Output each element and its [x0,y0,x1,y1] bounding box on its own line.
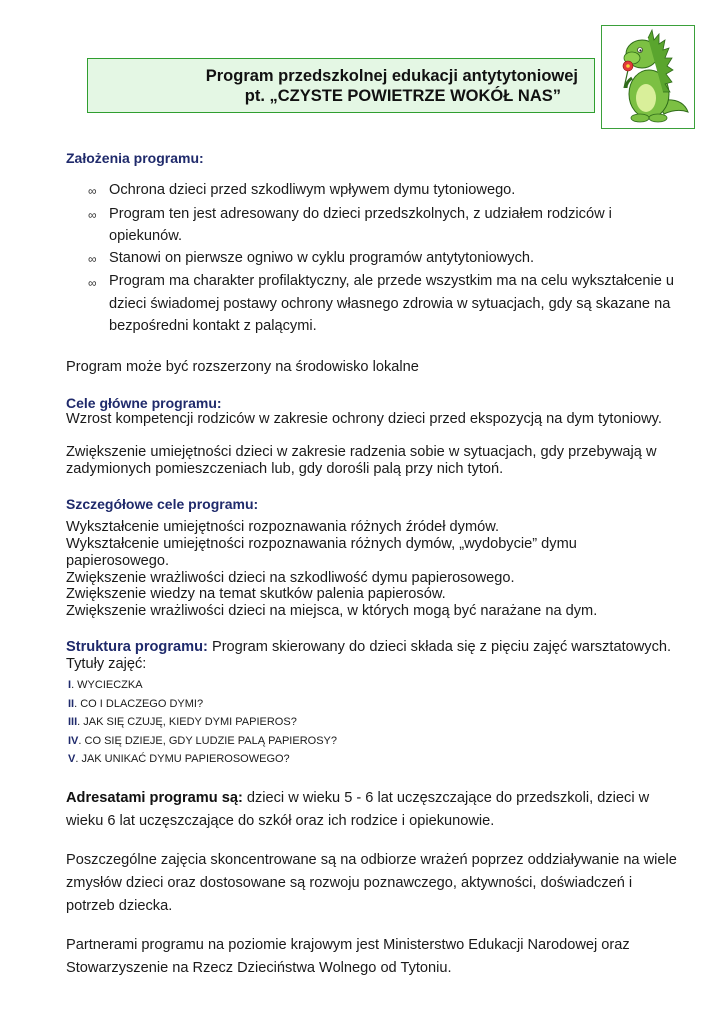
zajecia-opis-line: zmysłów dzieci oraz dostosowane są rozwoju poznawczego, aktywności, doświadczeń i [66,875,633,891]
zalozenia-item-2-cont: opiekunów. [109,228,183,244]
partnerzy-line: Partnerami programu na poziomie krajowym jest Ministerstwo Edukacji Narodowej oraz [66,937,630,953]
struktura-line [66,639,671,655]
struktura-heading: Struktura programu: [66,639,208,655]
zalozenia-item-1: Ochrona dzieci przed szkodliwym wpływem dymu tytoniowego. [109,182,516,198]
cele-szczegolowe-line: Wykształcenie umiejętności rozpoznawania różnych źródeł dymów. [66,519,500,535]
zalozenia-item-4-cont: dzieci świadomej postawy ochrony własnego zdrowia w sytuacjach, gdy są skazane na [109,296,671,312]
struktura-text: Program skierowany do dzieci składa się z pięciu zajęć warsztatowych. [207,639,672,655]
zalozenia-item-4-cont: bezpośredni kontakt z palącymi. [109,318,317,334]
zalozenia-item-4: Program ma charakter profilaktyczny, ale przede wszystkim ma na celu wykształcenie u [109,273,675,289]
cele-szczegolowe-heading: Szczegółowe cele programu: [66,496,259,512]
zalozenia-item-3: Stanowi on pierwsze ogniwo w cyklu programów antytytoniowych. [109,250,535,266]
adresaci-line-2: wieku 6 lat uczęszczające do szkół oraz ich rodzice i opiekunowie. [66,813,495,829]
bullet-icon: ∞ [88,184,97,198]
adresaci-label: Adresatami programu są: [66,790,243,806]
zajecia-item-5: V. JAK UNIKAĆ DYMU PAPIEROSOWEGO? [68,753,290,765]
zajecia-item-2: II. CO I DLACZEGO DYMI? [68,698,204,710]
dragon-mascot-icon [602,26,696,130]
zalozenia-heading: Założenia programu: [66,150,204,166]
cele-szczegolowe-line: papierosowego. [66,553,170,569]
cele-szczegolowe-line: Wykształcenie umiejętności rozpoznawania różnych dymów, „wydobycie” dymu [66,536,577,552]
cele-glowne-line: zadymionych pomieszczeniach lub, gdy dorośli palą przy nich tytoń. [66,461,504,477]
zalozenia-item-2: Program ten jest adresowany do dzieci przedszkolnych, z udziałem rodziców i [109,206,612,222]
zajecia-opis-line: Poszczególne zajęcia skoncentrowane są na odbiorze wrażeń poprzez oddziaływanie na wiele [66,852,677,868]
title-box [87,58,595,113]
zajecia-item-3: III. JAK SIĘ CZUJĘ, KIEDY DYMI PAPIEROS? [68,716,297,728]
cele-szczegolowe-line: Zwiększenie wrażliwości dzieci na szkodliwość dymu papierosowego. [66,570,515,586]
bullet-icon: ∞ [88,276,97,290]
logo-frame [601,25,695,129]
cele-szczegolowe-line: Zwiększenie wrażliwości dzieci na miejsca, w których mogą być narażane na dym. [66,603,598,619]
zajecia-opis-line: potrzeb dziecka. [66,898,173,914]
program-subtitle: pt. „CZYSTE POWIETRZE WOKÓŁ NAS” [244,87,561,105]
bullet-icon: ∞ [88,208,97,222]
bullet-icon: ∞ [88,252,97,266]
adresaci-line [66,790,649,806]
partnerzy-line: Stowarzyszenie na Rzecz Dzieciństwa Wolnego od Tytoniu. [66,960,452,976]
zajecia-item-4: IV. CO SIĘ DZIEJE, GDY LUDZIE PALĄ PAPIEROSY? [68,735,337,747]
cele-glowne-heading: Cele główne programu: [66,395,222,411]
rozszerzony-note: Program może być rozszerzony na środowisko lokalne [66,359,419,375]
zajecia-item-1: I. WYCIECZKA [68,679,143,691]
adresaci-text: dzieci w wieku 5 - 6 lat uczęszczające do przedszkoli, dzieci w [242,790,650,806]
cele-glowne-line: Zwiększenie umiejętności dzieci w zakresie radzenia sobie w sytuacjach, gdy przebywają w [66,444,657,460]
tytuly-label: Tytuły zajęć: [66,656,147,672]
cele-szczegolowe-line: Zwiększenie wiedzy na temat skutków palenia papierosów. [66,586,446,602]
program-title: Program przedszkolnej edukacji antytytoniowej [205,67,578,85]
cele-glowne-line: Wzrost kompetencji rodziców w zakresie ochrony dzieci przed ekspozycją na dym tytoniowy. [66,411,662,427]
